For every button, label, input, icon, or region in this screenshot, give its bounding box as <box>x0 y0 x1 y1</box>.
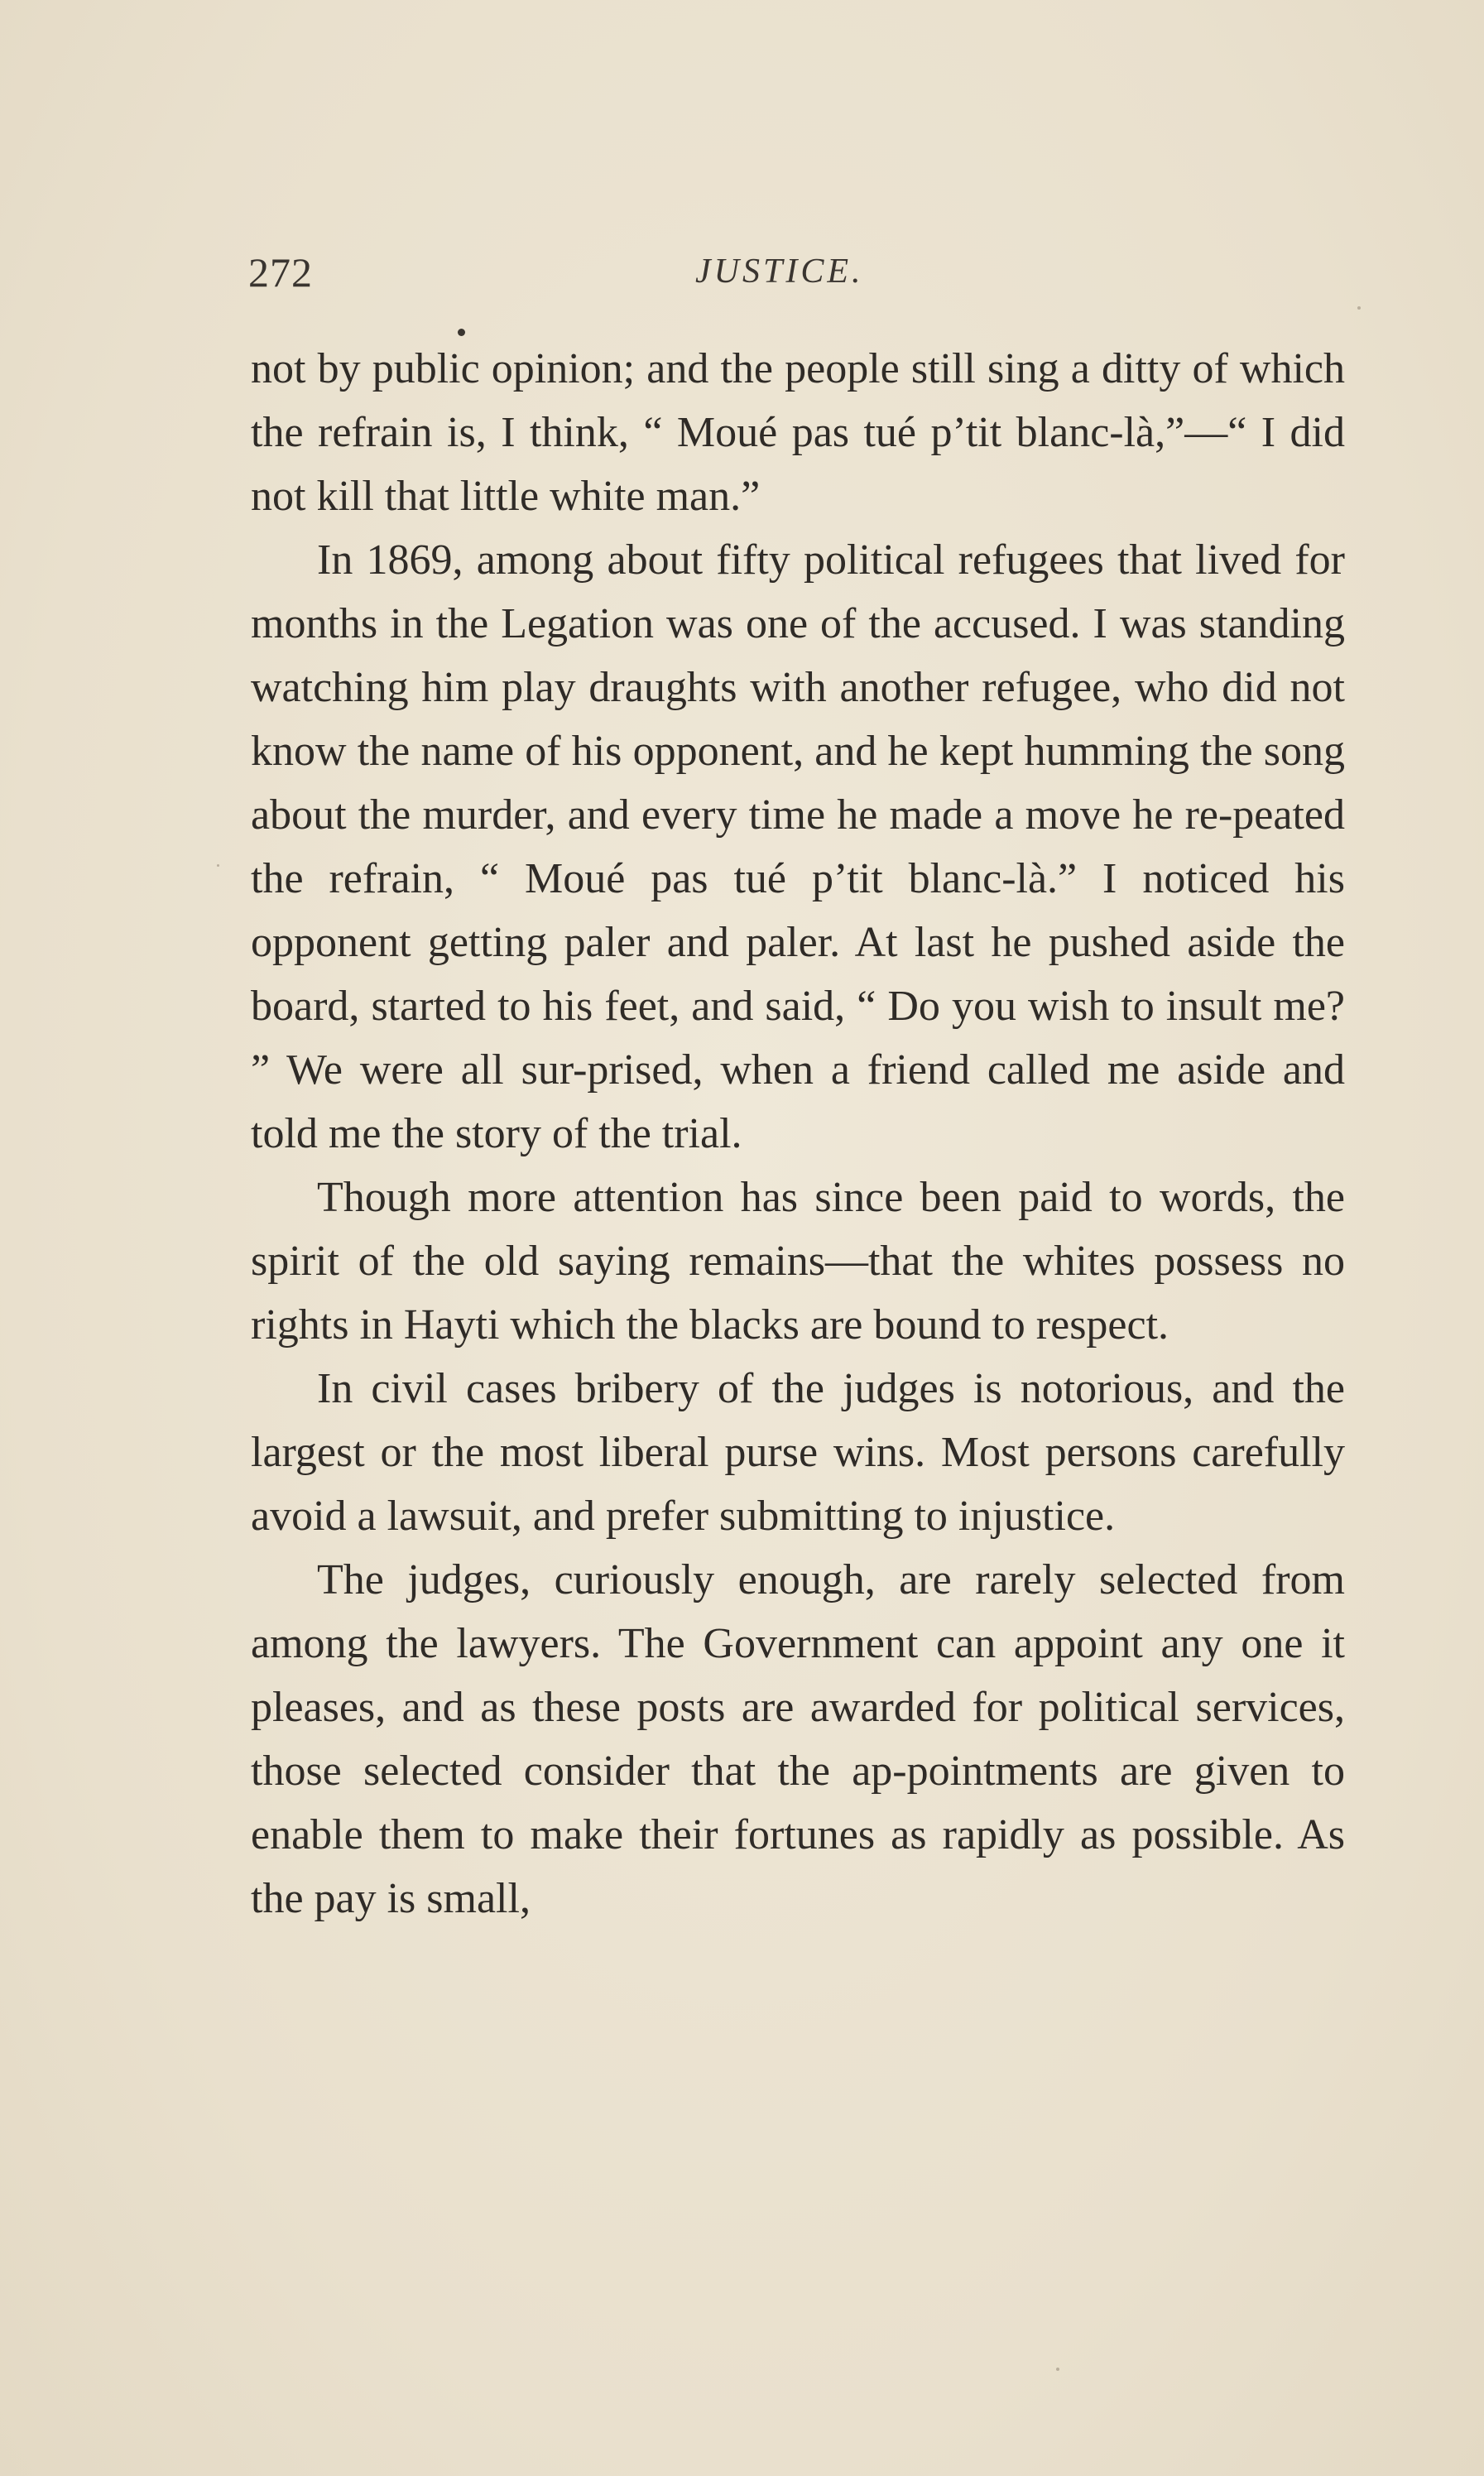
paper-speck <box>217 864 219 867</box>
paragraph-5: The judges, curiously enough, are rarely selected from among the lawyers. The Government can appoint any one it pleases, and as these posts are awarded for political services, those selected consider that the ap-pointments are given to enable them to make their fortunes as rapidly as possible. As the pay is small, <box>251 1556 1345 1922</box>
page-header <box>248 248 1349 306</box>
running-title: JUSTICE. <box>695 252 864 291</box>
paragraph-4: In civil cases bribery of the judges is notorious, and the largest or the most liberal purse wins. Most persons carefully avoid a lawsuit, and prefer submitting to injustice. <box>251 1365 1345 1540</box>
paper-speck <box>1357 306 1361 310</box>
body-text <box>251 337 1345 1930</box>
paragraph-2: In 1869, among about fifty political refugees that lived for months in the Legation was one of the accused. I was standing watching him play draughts with another refugee, who did not know the name of his opponent, and he kept humming the song about the murder, and every time he made a move he re-peated the refrain, “ Moué pas tué p’tit blanc-là.” I noticed his opponent getting paler and paler. At last he pushed aside the board, started to his feet, and said, “ Do you wish to insult me? ” We were all sur-prised, when a friend called me aside and told me the story of the trial. <box>251 536 1345 1157</box>
paragraph-3: Though more attention has since been paid to words, the spirit of the old saying remains—that the whites possess no rights in Hayti which the blacks are bound to respect. <box>251 1174 1345 1349</box>
print-dot-mark <box>458 329 465 336</box>
paragraph-1: not by public opinion; and the people still sing a ditty of which the refrain is, I think, “ Moué pas tué p’tit blanc-là,”—“ I did not kill that little white man.” <box>251 345 1345 520</box>
page-number: 272 <box>248 249 313 296</box>
paper-speck <box>1056 2368 1059 2371</box>
